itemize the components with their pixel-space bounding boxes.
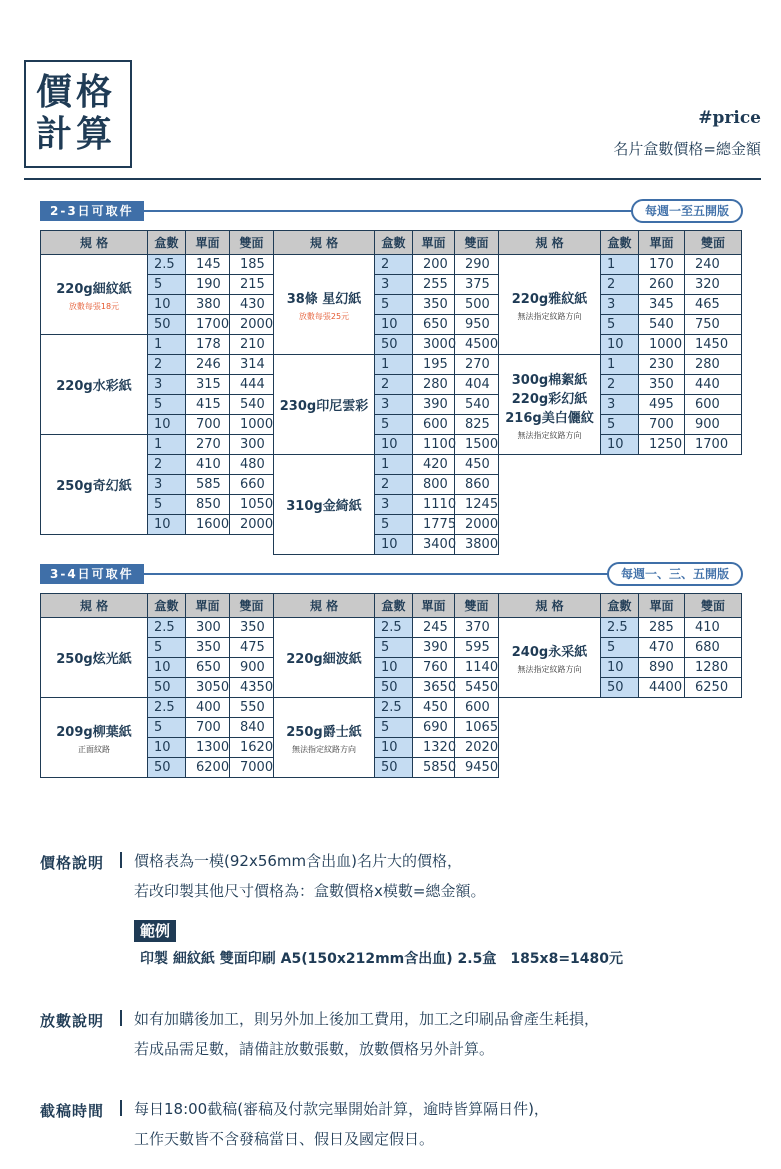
quantity-cell: 10	[601, 658, 639, 678]
double-side-price: 680	[685, 638, 742, 658]
double-side-price: 2000	[455, 515, 499, 535]
product-name: 220g細紋紙	[56, 281, 132, 297]
quantity-cell: 2.5	[375, 618, 413, 638]
quantity-cell: 3	[601, 395, 639, 415]
price-explanation-line-1: 價格表為一模(92x56mm含出血)名片大的價格，	[134, 852, 462, 870]
product-note: 正面紋路	[78, 744, 110, 754]
product-name-cell	[41, 335, 148, 435]
single-side-price: 1700	[186, 315, 230, 335]
double-side-price: 9450	[455, 758, 499, 778]
notes-section	[40, 850, 740, 1160]
quantity-cell: 3	[148, 375, 186, 395]
quantity-cell: 3	[148, 475, 186, 495]
single-side-price: 3000	[413, 335, 455, 355]
double-side-price: 540	[230, 395, 274, 415]
single-side-price: 890	[639, 658, 685, 678]
single-side-price: 195	[413, 355, 455, 375]
quantity-cell: 2	[375, 375, 413, 395]
double-side-price: 1065	[455, 718, 499, 738]
product-name-cell	[499, 618, 601, 698]
quantity-cell: 5	[375, 515, 413, 535]
double-side-price: 3800	[455, 535, 499, 555]
double-side-price: 450	[455, 455, 499, 475]
single-side-price: 255	[413, 275, 455, 295]
double-side-price: 440	[685, 375, 742, 395]
single-side-price: 5850	[413, 758, 455, 778]
single-side-price: 1100	[413, 435, 455, 455]
product-name: 220g細波紙	[286, 652, 362, 667]
single-side-price: 390	[413, 638, 455, 658]
double-side-price: 210	[230, 335, 274, 355]
double-side-price: 430	[230, 295, 274, 315]
table-row	[41, 335, 742, 355]
quantity-cell: 50	[375, 678, 413, 698]
quantity-cell: 1	[375, 455, 413, 475]
empty-cell	[499, 455, 742, 555]
product-name-cell	[499, 355, 601, 455]
price-explanation-label: 價格說明	[40, 854, 105, 872]
quantity-cell: 2.5	[148, 618, 186, 638]
product-name-cell	[274, 255, 375, 355]
quantity-cell: 50	[375, 758, 413, 778]
table-row	[41, 698, 742, 718]
single-side-price: 4400	[639, 678, 685, 698]
double-side-price: 480	[230, 455, 274, 475]
section2-schedule: 每週一、三、五開版	[607, 562, 743, 586]
single-side-price: 760	[413, 658, 455, 678]
quantity-cell: 3	[375, 495, 413, 515]
product-note: 無法指定紋路方向	[517, 311, 582, 321]
quantity-cell: 2	[148, 355, 186, 375]
double-side-price: 290	[455, 255, 499, 275]
quantity-cell: 5	[375, 638, 413, 658]
single-side-price: 190	[186, 275, 230, 295]
single-side-price: 280	[413, 375, 455, 395]
quantity-cell: 10	[375, 315, 413, 335]
quantity-cell: 5	[375, 718, 413, 738]
quantity-cell: 1	[375, 355, 413, 375]
table-header-row: 規 格 盒數 單面 雙面 規 格 盒數 單面 雙面 規 格 盒數 單面 雙面	[41, 231, 742, 255]
double-side-price: 950	[455, 315, 499, 335]
single-side-price: 230	[639, 355, 685, 375]
single-side-price: 540	[639, 315, 685, 335]
quantity-cell: 5	[375, 415, 413, 435]
double-side-price: 595	[455, 638, 499, 658]
single-side-price: 470	[639, 638, 685, 658]
product-name: 230g印尼雲彩	[279, 399, 369, 414]
double-side-price: 350	[230, 618, 274, 638]
single-side-price: 1250	[639, 435, 685, 455]
title-line-1: 價格	[36, 72, 117, 113]
page-title	[24, 60, 132, 168]
deadline-explanation	[40, 1098, 740, 1160]
price-table-2	[40, 593, 742, 778]
single-side-price: 800	[413, 475, 455, 495]
product-name-cell	[41, 698, 148, 778]
product-name-cell	[499, 255, 601, 355]
single-side-price: 1000	[639, 335, 685, 355]
single-side-price: 1320	[413, 738, 455, 758]
single-side-price: 380	[186, 295, 230, 315]
quantity-cell: 10	[148, 738, 186, 758]
single-side-price: 3050	[186, 678, 230, 698]
single-side-price: 650	[186, 658, 230, 678]
product-name-cell	[41, 435, 148, 535]
single-side-price: 495	[639, 395, 685, 415]
single-side-price: 178	[186, 335, 230, 355]
double-side-price: 500	[455, 295, 499, 315]
double-side-price: 370	[455, 618, 499, 638]
double-side-price: 2000	[230, 315, 274, 335]
single-side-price: 315	[186, 375, 230, 395]
single-side-price: 285	[639, 618, 685, 638]
single-side-price: 270	[186, 435, 230, 455]
double-side-price: 300	[230, 435, 274, 455]
single-side-price: 350	[413, 295, 455, 315]
quantity-cell: 5	[148, 395, 186, 415]
single-side-price: 246	[186, 355, 230, 375]
product-name-cell	[274, 455, 375, 555]
table-header-row: 規 格 盒數 單面 雙面 規 格 盒數 單面 雙面 規 格 盒數 單面 雙面	[41, 594, 742, 618]
price-explanation-line-2: 若改印製其他尺寸價格為：盒數價格x模數=總金額。	[134, 882, 486, 900]
single-side-price: 390	[413, 395, 455, 415]
product-note: 無法指定紋路方向	[292, 744, 356, 754]
quantity-cell: 5	[601, 315, 639, 335]
quantity-cell: 5	[601, 415, 639, 435]
double-side-price: 2020	[455, 738, 499, 758]
extra-explanation-line-2: 若成品需足數，請備註放數張數，放數價格另外計算。	[134, 1040, 495, 1058]
extra-explanation-line-1: 如有加購後加工，則另外加上後加工費用，加工之印刷品會產生耗損，	[134, 1010, 600, 1028]
deadline-line-1: 每日18:00截稿(審稿及付款完畢開始計算，逾時皆算隔日件)，	[134, 1100, 549, 1118]
quantity-cell: 10	[375, 435, 413, 455]
quantity-cell: 10	[375, 738, 413, 758]
quantity-cell: 50	[601, 678, 639, 698]
double-side-price: 1140	[455, 658, 499, 678]
double-side-price: 750	[685, 315, 742, 335]
single-side-price: 1300	[186, 738, 230, 758]
product-name-cell	[274, 698, 375, 778]
single-side-price: 400	[186, 698, 230, 718]
quantity-cell: 2	[601, 375, 639, 395]
divider	[120, 852, 122, 868]
product-note: 無法指定紋路方向	[517, 430, 582, 440]
product-name: 250g炫光紙	[56, 652, 132, 667]
product-name: 240g永采紙	[511, 644, 588, 660]
double-side-price: 1620	[230, 738, 274, 758]
product-name: 250g爵士紙	[286, 724, 362, 740]
double-side-price: 2000	[230, 515, 274, 535]
quantity-cell: 2	[601, 275, 639, 295]
quantity-cell: 5	[148, 495, 186, 515]
table-row	[41, 618, 742, 638]
quantity-cell: 50	[375, 335, 413, 355]
divider	[120, 1010, 122, 1026]
product-note: 放數每張25元	[298, 311, 350, 321]
quantity-cell: 10	[148, 515, 186, 535]
single-side-price: 350	[186, 638, 230, 658]
section2-label: 3-4日可取件	[40, 564, 144, 584]
double-side-price: 6250	[685, 678, 742, 698]
product-name: 220g彩幻紙	[511, 391, 588, 407]
single-side-price: 3400	[413, 535, 455, 555]
quantity-cell: 1	[601, 255, 639, 275]
single-side-price: 420	[413, 455, 455, 475]
quantity-cell: 50	[148, 678, 186, 698]
quantity-cell: 10	[375, 658, 413, 678]
title-line-2: 計算	[36, 114, 117, 155]
single-side-price: 3650	[413, 678, 455, 698]
quantity-cell: 10	[601, 335, 639, 355]
product-name: 250g奇幻紙	[56, 479, 132, 494]
single-side-price: 345	[639, 295, 685, 315]
table-row	[41, 435, 742, 455]
single-side-price: 700	[639, 415, 685, 435]
deadline-label: 截稿時間	[40, 1102, 105, 1120]
quantity-cell: 3	[375, 395, 413, 415]
double-side-price: 4350	[230, 678, 274, 698]
price-explanation	[40, 850, 740, 912]
double-side-price: 825	[455, 415, 499, 435]
double-side-price: 240	[685, 255, 742, 275]
quantity-cell: 50	[148, 758, 186, 778]
single-side-price: 1110	[413, 495, 455, 515]
table-row	[41, 255, 742, 275]
example-block	[134, 920, 740, 968]
hashtag: #price	[698, 108, 761, 128]
double-side-price: 1500	[455, 435, 499, 455]
quantity-cell: 10	[375, 535, 413, 555]
empty-cell	[41, 535, 274, 555]
single-side-price: 850	[186, 495, 230, 515]
deadline-line-2: 工作天數皆不含發稿當日、假日及國定假日。	[134, 1130, 435, 1148]
product-name-cell	[274, 618, 375, 698]
single-side-price: 415	[186, 395, 230, 415]
double-side-price: 1280	[685, 658, 742, 678]
double-side-price: 410	[685, 618, 742, 638]
quantity-cell: 1	[148, 435, 186, 455]
double-side-price: 185	[230, 255, 274, 275]
quantity-cell: 1	[148, 335, 186, 355]
product-name: 310g金綺紙	[286, 499, 362, 514]
quantity-cell: 10	[148, 658, 186, 678]
quantity-cell: 10	[601, 435, 639, 455]
single-side-price: 700	[186, 415, 230, 435]
double-side-price: 600	[455, 698, 499, 718]
single-side-price: 585	[186, 475, 230, 495]
product-note: 無法指定紋路方向	[517, 664, 582, 674]
single-side-price: 1775	[413, 515, 455, 535]
double-side-price: 1000	[230, 415, 274, 435]
single-side-price: 1600	[186, 515, 230, 535]
subtitle: 名片盒數價格=總金額	[613, 140, 761, 158]
single-side-price: 170	[639, 255, 685, 275]
double-side-price: 1245	[455, 495, 499, 515]
single-side-price: 700	[186, 718, 230, 738]
double-side-price: 280	[685, 355, 742, 375]
product-note: 放數每張18元	[68, 301, 120, 311]
double-side-price: 314	[230, 355, 274, 375]
single-side-price: 650	[413, 315, 455, 335]
double-side-price: 900	[230, 658, 274, 678]
empty-cell	[499, 698, 742, 778]
double-side-price: 444	[230, 375, 274, 395]
single-side-price: 690	[413, 718, 455, 738]
double-side-price: 1700	[685, 435, 742, 455]
example-text: 印製 細紋紙 雙面印刷 A5(150x212mm含出血) 2.5盒 185x8=1480元	[140, 951, 624, 967]
double-side-price: 600	[685, 395, 742, 415]
double-side-price: 4500	[455, 335, 499, 355]
double-side-price: 465	[685, 295, 742, 315]
double-side-price: 1050	[230, 495, 274, 515]
section1-schedule: 每週一至五開版	[631, 199, 743, 223]
quantity-cell: 1	[601, 355, 639, 375]
single-side-price: 450	[413, 698, 455, 718]
product-name-cell	[41, 255, 148, 335]
quantity-cell: 2.5	[601, 618, 639, 638]
product-name-cell	[41, 618, 148, 698]
double-side-price: 7000	[230, 758, 274, 778]
double-side-price: 660	[230, 475, 274, 495]
section1-label: 2-3日可取件	[40, 201, 144, 221]
double-side-price: 540	[455, 395, 499, 415]
double-side-price: 404	[455, 375, 499, 395]
example-tag: 範例	[134, 920, 176, 942]
single-side-price: 300	[186, 618, 230, 638]
price-table-1	[40, 230, 742, 555]
single-side-price: 350	[639, 375, 685, 395]
double-side-price: 320	[685, 275, 742, 295]
product-name-cell	[274, 355, 375, 455]
quantity-cell: 10	[148, 415, 186, 435]
single-side-price: 6200	[186, 758, 230, 778]
double-side-price: 270	[455, 355, 499, 375]
product-name: 300g棉絮紙	[511, 372, 588, 388]
double-side-price: 1450	[685, 335, 742, 355]
single-side-price: 260	[639, 275, 685, 295]
extra-explanation	[40, 1008, 740, 1070]
quantity-cell: 5	[148, 275, 186, 295]
double-side-price: 475	[230, 638, 274, 658]
quantity-cell: 3	[601, 295, 639, 315]
product-name: 220g雅紋紙	[511, 291, 588, 307]
double-side-price: 840	[230, 718, 274, 738]
quantity-cell: 5	[601, 638, 639, 658]
quantity-cell: 5	[148, 638, 186, 658]
single-side-price: 410	[186, 455, 230, 475]
double-side-price: 860	[455, 475, 499, 495]
quantity-cell: 50	[148, 315, 186, 335]
product-name: 209g柳葉紙	[56, 724, 132, 740]
single-side-price: 245	[413, 618, 455, 638]
double-side-price: 550	[230, 698, 274, 718]
divider	[120, 1100, 122, 1116]
extra-explanation-label: 放數說明	[40, 1012, 105, 1030]
double-side-price: 5450	[455, 678, 499, 698]
single-side-price: 200	[413, 255, 455, 275]
quantity-cell: 5	[148, 718, 186, 738]
product-name: 216g美白儷紋	[505, 410, 594, 426]
double-side-price: 900	[685, 415, 742, 435]
quantity-cell: 2	[375, 475, 413, 495]
quantity-cell: 3	[375, 275, 413, 295]
product-name: 38條 星幻紙	[286, 291, 362, 307]
double-side-price: 375	[455, 275, 499, 295]
double-side-price: 215	[230, 275, 274, 295]
header-rule	[24, 178, 761, 180]
single-side-price: 600	[413, 415, 455, 435]
quantity-cell: 5	[375, 295, 413, 315]
single-side-price: 145	[186, 255, 230, 275]
quantity-cell: 10	[148, 295, 186, 315]
quantity-cell: 2	[148, 455, 186, 475]
quantity-cell: 2.5	[375, 698, 413, 718]
product-name: 220g水彩紙	[56, 379, 132, 394]
quantity-cell: 2	[375, 255, 413, 275]
quantity-cell: 2.5	[148, 698, 186, 718]
quantity-cell: 2.5	[148, 255, 186, 275]
